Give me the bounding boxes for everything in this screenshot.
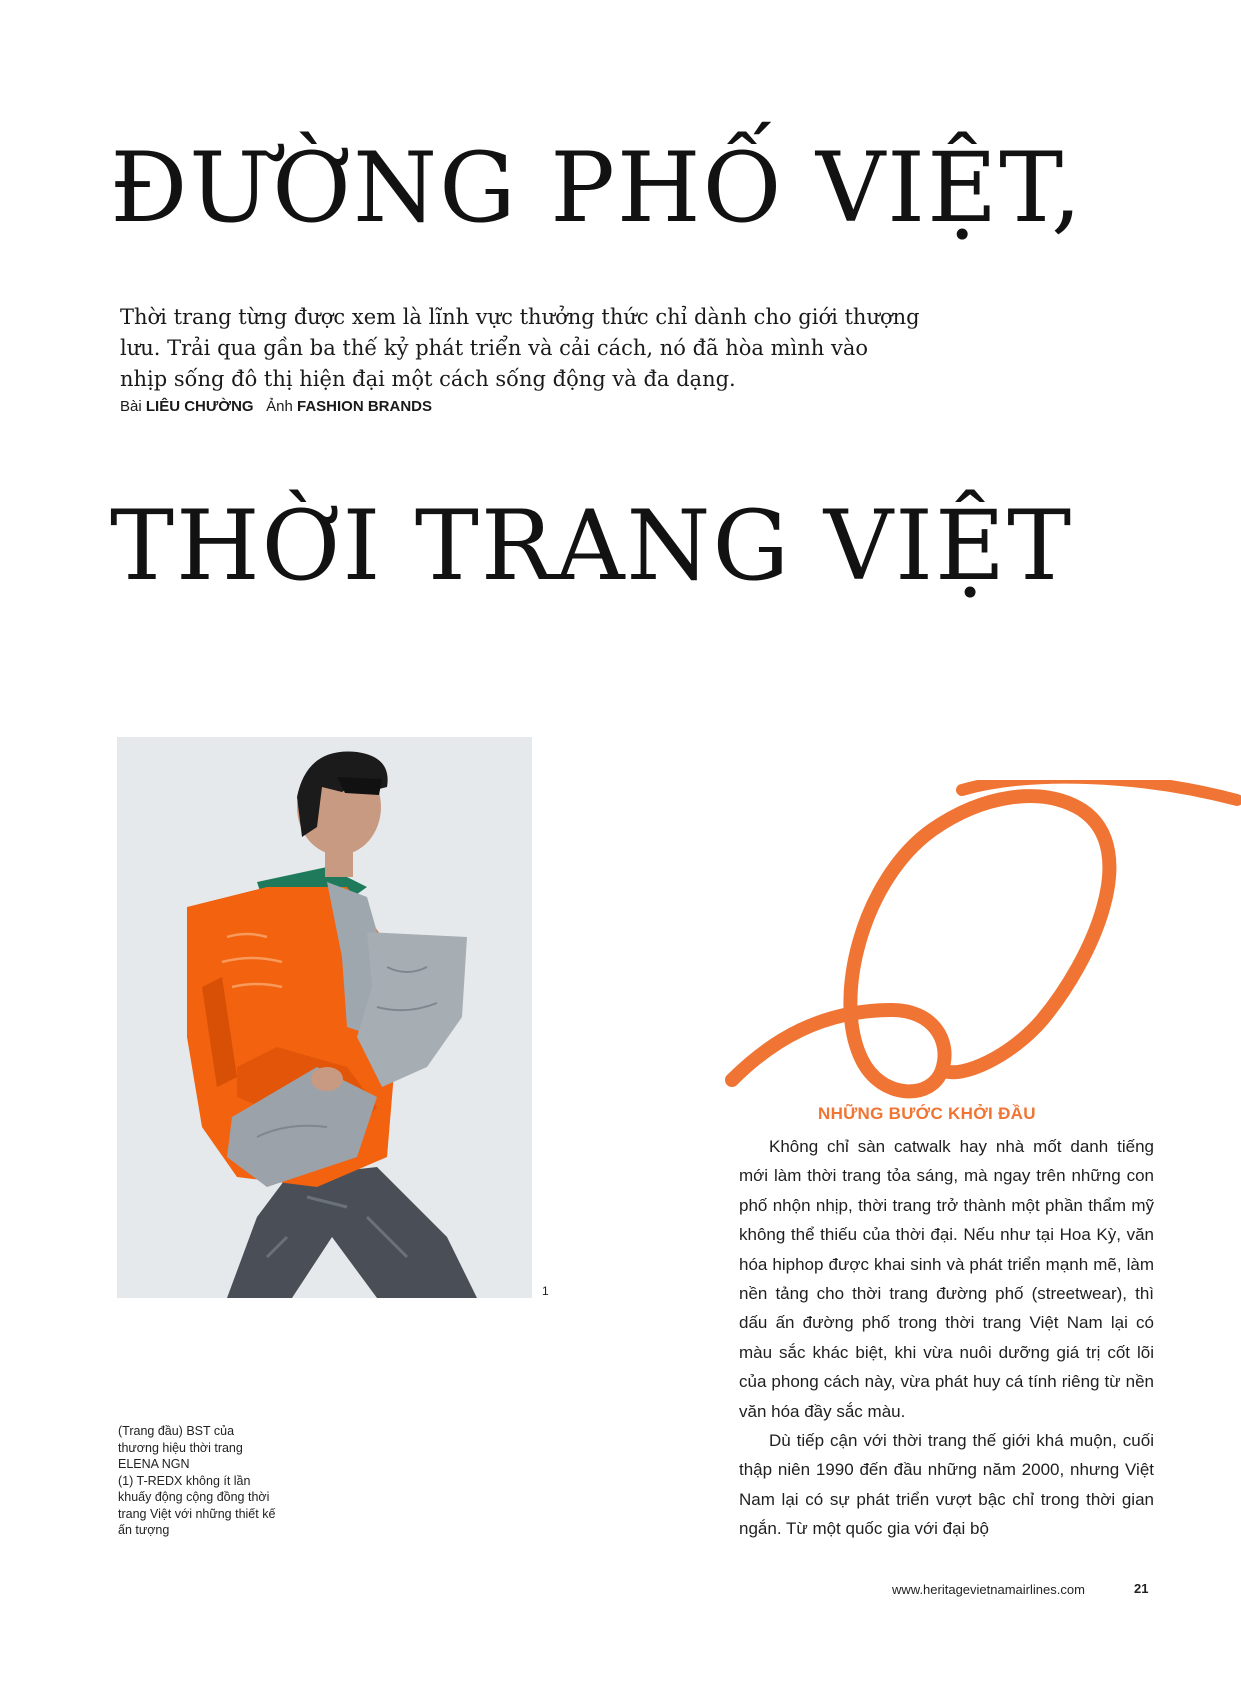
article-paragraph: Không chỉ sàn catwalk hay nhà mốt danh tiếng mới làm thời trang tỏa sáng, mà ngay trên những con phố nhộn nhịp, thời trang trở thành một phần thẩm mỹ không thể thiếu của thời đại. Nếu như tại Hoa Kỳ, văn hóa hiphop được khai sinh và phát triển mạnh mẽ, làm nền tảng cho thời trang đường phố (streetwear), thì dấu ấn đường phố trong thời trang Việt Nam lại có màu sắc khác biệt, khi vừa nuôi dưỡng giá trị cốt lõi của phong cách này, vừa phát huy cá tính riêng từ nền văn hóa đầy sắc màu. <box>739 1137 1154 1421</box>
headline-line-1: ĐƯỜNG PHỐ VIỆT, <box>110 132 1084 244</box>
footer-url: www.heritagevietnamairlines.com <box>892 1582 1085 1597</box>
decorative-dropcap-d-icon <box>712 780 1241 1100</box>
photo-number: 1 <box>542 1284 549 1298</box>
caption-line-1: (Trang đầu) BST của thương hiệu thời trang ELENA NGN <box>118 1424 243 1471</box>
fashion-photo <box>117 737 532 1298</box>
byline <box>120 398 432 415</box>
photo-illustration <box>117 737 532 1298</box>
byline-author: LIÊU CHƯỜNG <box>145 398 254 415</box>
byline-text-label: Bài <box>120 398 142 415</box>
article-body <box>739 1132 1154 1544</box>
byline-photo-label: Ảnh <box>266 398 293 415</box>
lede-paragraph: Thời trang từng được xem là lĩnh vực thưởng thức chỉ dành cho giới thượng lưu. Trải qua gần ba thế kỷ phát triển và cải cách, nó đã hòa mình vào nhịp sống đô thị hiện đại một cách sống động và đa dạng. <box>120 305 920 391</box>
page-number: 21 <box>1134 1581 1149 1596</box>
caption-line-2: (1) T-REDX không ít lần khuấy động cộng đồng thời trang Việt với những thiết kế ấn tượng <box>118 1473 276 1537</box>
byline-photographer: FASHION BRANDS <box>297 398 433 415</box>
headline-line-2: THỜI TRANG VIỆT <box>110 490 1074 602</box>
section-heading: NHỮNG BƯỚC KHỞI ĐẦU <box>818 1104 1036 1123</box>
article-paragraph: Dù tiếp cận với thời trang thế giới khá muộn, cuối thập niên 1990 đến đầu những năm 2000, nhưng Việt Nam lại có sự phát triển vượt bậc chỉ trong thời gian ngắn. Từ một quốc gia với đại bộ <box>739 1431 1154 1539</box>
photo-caption <box>118 1423 278 1539</box>
